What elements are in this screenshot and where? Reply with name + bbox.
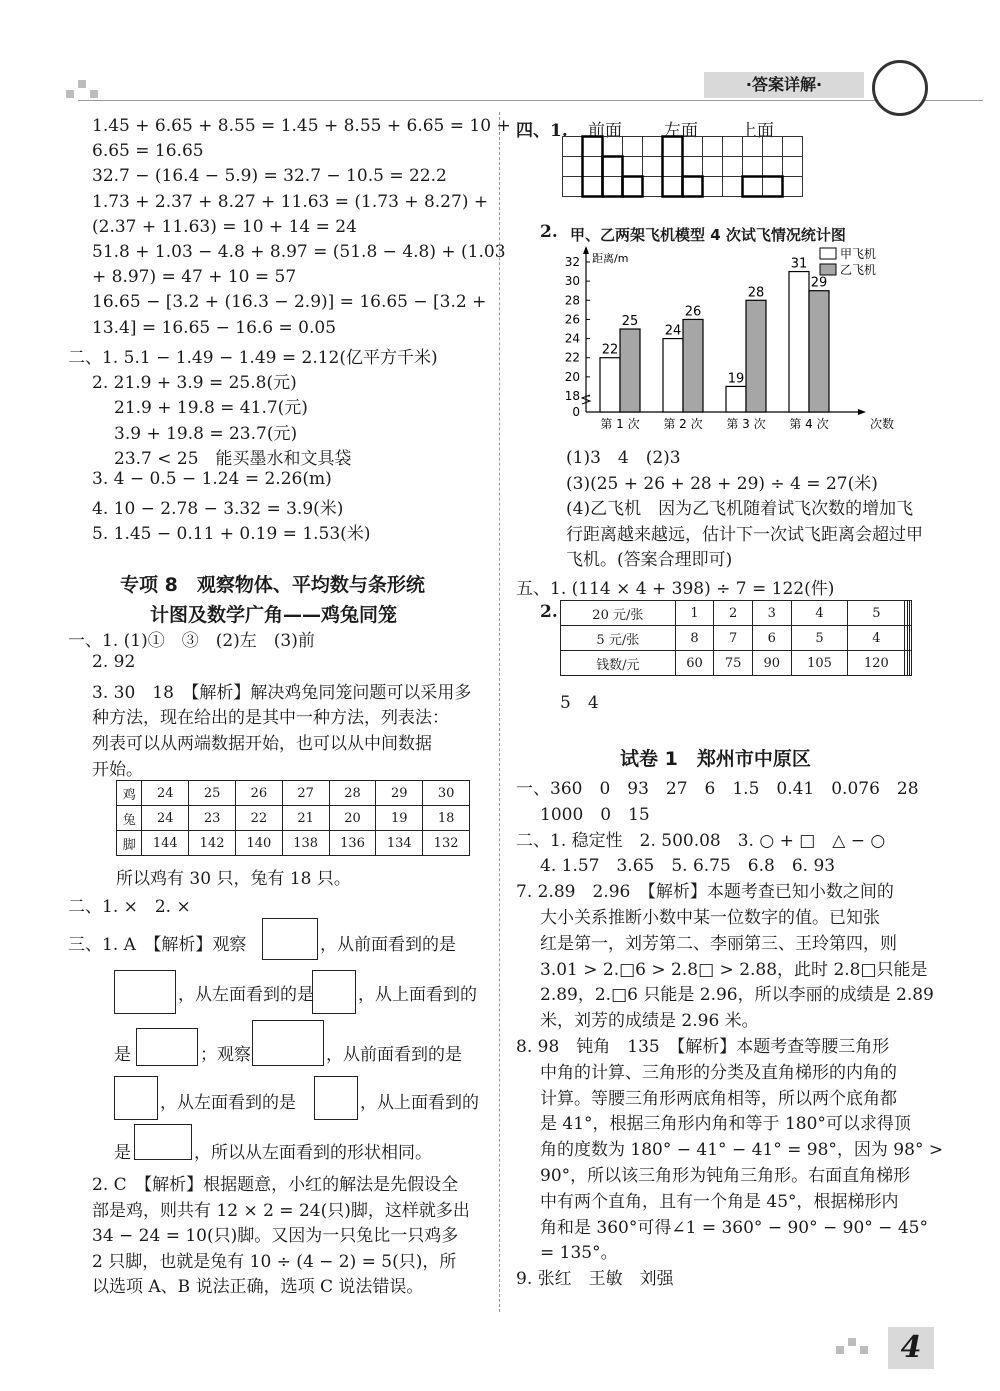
table-cell: 22	[235, 806, 282, 831]
text-line: 1.73 + 2.37 + 8.27 + 11.63 = (1.73 + 8.27) +	[92, 191, 489, 212]
grid-cell	[723, 157, 743, 177]
table-cell: 136	[329, 831, 376, 856]
y-tick-label: 20	[564, 369, 580, 384]
grid-cell	[623, 157, 643, 177]
grid-cell	[603, 137, 623, 157]
bar-value-label: 25	[621, 314, 639, 329]
part5-q1: 五、1. (114 × 4 + 398) ÷ 7 = 122(件)	[516, 579, 835, 599]
grid-cell	[683, 177, 703, 197]
text-line: = 135°。	[540, 1243, 618, 1264]
exam-section-title: 试卷 1 郑州市中原区	[620, 748, 811, 770]
table-cell: 钱数/元	[561, 651, 676, 676]
table-cell: 脚	[117, 831, 142, 856]
header-decoration-square	[66, 90, 74, 98]
table-cell: 140	[235, 831, 282, 856]
section-title-line1: 专项 8 观察物体、平均数与条形统	[120, 574, 425, 596]
legend-swatch	[820, 264, 836, 275]
section-title-line2: 计图及数学广角——鸡兔同笼	[150, 604, 398, 626]
text-line: 3.01 > 2.□6 > 2.8□ > 2.88，此时 2.8□只能是	[540, 959, 928, 980]
table-cell: 138	[282, 831, 329, 856]
table-cell: 105	[791, 651, 848, 676]
table-cell: 5 元/张	[561, 626, 676, 651]
bar-value-label: 31	[790, 256, 808, 272]
views-grid	[562, 136, 802, 202]
table-cell: 24	[142, 806, 189, 831]
text-line: 2. 21.9 + 3.9 = 25.8(元)	[92, 373, 297, 394]
grid-cell	[763, 177, 783, 197]
chart-title: 甲、乙两架飞机模型 4 次试飞情况统计图	[570, 226, 846, 244]
table-row	[117, 831, 470, 856]
bar-yi	[809, 291, 829, 412]
text-line: 一、1. (1)① ③ (2)左 (3)前	[68, 631, 315, 651]
text-line: 1.45 + 6.65 + 8.55 = 1.45 + 8.55 + 6.65 = 10 +	[92, 116, 511, 136]
text-line: 计算。等腰三角形两底角相等，所以两个底角都	[540, 1088, 897, 1109]
footer-decoration-square	[860, 1346, 868, 1354]
table-cell: 1	[675, 601, 714, 626]
table-cell: 2	[714, 601, 753, 626]
text-line: 16.65 − [3.2 + (16.3 − 2.9)] = 16.65 − [3.2 +	[92, 292, 487, 313]
grid-cell	[583, 137, 603, 157]
view-shape	[623, 177, 643, 197]
y-axis-arrow	[583, 246, 589, 254]
view-shape	[683, 177, 703, 197]
y-tick-label: 32	[564, 255, 580, 269]
grid-cell	[703, 137, 723, 157]
table-cell: 75	[714, 651, 753, 676]
table-cell: 鸡	[117, 781, 142, 806]
grid-cell	[563, 157, 583, 177]
x-tick-label: 第 4 次	[789, 417, 829, 431]
grid-cell	[703, 177, 723, 197]
table-cell: 5	[791, 626, 848, 651]
table-row	[561, 651, 912, 676]
table-cell: 142	[189, 831, 236, 856]
text-line: 3. 30 18 【解析】解决鸡兔同笼问题可以采用多	[92, 682, 472, 703]
view-label-left: 左面	[664, 121, 698, 141]
table-cell: 90	[752, 651, 791, 676]
text-line: 角的度数为 180° − 41° − 41° = 98°，因为 98° >	[540, 1140, 944, 1161]
grid-cell	[783, 137, 803, 157]
text-line: 4. 10 − 2.78 − 3.32 = 3.9(米)	[92, 499, 344, 520]
page-number: 4	[888, 1327, 934, 1369]
text-line: 二、1. 5.1 − 1.49 − 1.49 = 2.12(亿平方千米)	[68, 348, 438, 368]
text-line: 3.9 + 19.8 = 23.7(元)	[114, 423, 298, 444]
bar-value-label: 22	[601, 342, 619, 358]
bar-value-label: 29	[810, 275, 828, 291]
part3-top-label: ，从上面看到的	[358, 985, 477, 1005]
bar-jia	[600, 358, 620, 412]
header-decoration-square	[90, 90, 98, 98]
table-cell: 60	[675, 651, 714, 676]
text-line: 二、1. 稳定性 2. 500.08 3. ○ + □ △ − ○	[516, 830, 886, 851]
table-row	[117, 781, 470, 806]
grid-cell	[743, 137, 763, 157]
part4-label: 四、1.	[516, 121, 568, 141]
grid-cell	[623, 177, 643, 197]
legend-swatch	[820, 248, 836, 259]
table-conclusion: 所以鸡有 30 只，兔有 18 只。	[116, 869, 351, 889]
text-line: (4)乙飞机 因为乙飞机随着试飞次数的增加飞	[566, 499, 914, 519]
text-line: 行距离越来越远，估计下一次试飞距离会超过甲	[566, 524, 923, 545]
column-divider	[499, 112, 500, 1312]
text-line: 32.7 − (16.4 − 5.9) = 32.7 − 10.5 = 22.2	[92, 166, 447, 187]
table-cell: 24	[142, 781, 189, 806]
table-cell: 4	[848, 626, 905, 651]
y-tick-label: 24	[564, 331, 580, 346]
table-cell: 26	[235, 781, 282, 806]
table-cell: 134	[376, 831, 423, 856]
view-sketch-front-2	[114, 1076, 158, 1120]
y-axis-label: 距离/m	[592, 252, 629, 265]
text-line: 红是第一，刘芳第二、李丽第三、王玲第四，则	[540, 933, 897, 954]
y-tick-label: 0	[572, 405, 580, 419]
part3-left-label-2: ，从左面看到的是	[160, 1093, 296, 1113]
bar-yi	[746, 300, 766, 412]
ticket-table	[560, 600, 912, 676]
part3-conclusion: ，所以从左面看到的形状相同。	[194, 1143, 432, 1163]
text-line: 23.7 < 25 能买墨水和文具袋	[114, 448, 352, 469]
grid-cell	[703, 157, 723, 177]
part3-left-label: ，从左面看到的是	[178, 985, 314, 1005]
grid-cell	[583, 157, 603, 177]
bar-yi	[620, 329, 640, 412]
y-tick-label: 28	[564, 293, 580, 308]
grid-cell	[763, 157, 783, 177]
x-axis-label: 次数	[870, 417, 895, 431]
x-axis-arrow	[858, 409, 866, 415]
text-line: 中有两个直角，且有一个角是 45°，根据梯形内	[540, 1191, 899, 1212]
table-row	[117, 806, 470, 831]
part3-observe-label: ；观察	[200, 1045, 251, 1065]
text-line: 列表可以从两端数据开始，也可以从中间数据	[92, 734, 432, 755]
grid-cell	[763, 137, 783, 157]
text-line: 是 41°，根据三角形内角和等于 180°可以求得顶	[540, 1114, 911, 1135]
text-line: (1)3 4 (2)3	[566, 448, 681, 468]
table-cell: 132	[423, 831, 470, 856]
text-line: 1000 0 15	[540, 804, 650, 825]
text-line: 部是鸡，则共有 12 × 2 = 24(只)脚，这样就多出	[92, 1200, 470, 1221]
part3-front-label: ，从前面看到的是	[320, 935, 456, 955]
table-cell	[909, 651, 911, 676]
text-line: 开始。	[92, 760, 143, 780]
table-cell: 3	[752, 601, 791, 626]
table-cell	[909, 626, 911, 651]
bar-value-label: 26	[684, 304, 702, 320]
grid-cell	[663, 177, 683, 197]
table-cell: 7	[714, 626, 753, 651]
table-cell: 5	[848, 601, 905, 626]
grid-cell	[643, 177, 663, 197]
text-line: 4. 1.57 3.65 5. 6.75 6.8 6. 93	[540, 856, 836, 877]
part3-q1-text: 三、1. A 【解析】观察	[68, 935, 247, 955]
y-tick-label: 22	[564, 350, 580, 365]
table-cell: 21	[282, 806, 329, 831]
text-line: 51.8 + 1.03 − 4.8 + 8.97 = (51.8 − 4.8) + (1.03	[92, 242, 506, 262]
text-line: 5. 1.45 − 0.11 + 0.19 = 1.53(米)	[92, 524, 371, 545]
grid-cell	[743, 157, 763, 177]
text-line: 3. 4 − 0.5 − 1.24 = 2.26(m)	[92, 469, 332, 489]
table-cell: 4	[791, 601, 848, 626]
ticket-answer: 5 4	[560, 693, 599, 713]
table-cell: 8	[675, 626, 714, 651]
view-sketch-top-2	[134, 1124, 192, 1160]
chicken-rabbit-table	[116, 780, 470, 856]
header-rule	[78, 100, 983, 101]
table-cell: 19	[376, 806, 423, 831]
text-line: 8. 98 钝角 135 【解析】本题考查等腰三角形	[516, 1037, 890, 1057]
table-cell: 27	[282, 781, 329, 806]
legend-label: 甲飞机	[840, 247, 877, 261]
bar-jia	[789, 272, 809, 412]
view-sketch-left-1	[312, 970, 356, 1014]
grid-cell	[623, 137, 643, 157]
legend-label: 乙飞机	[840, 263, 877, 277]
table-cell: 25	[189, 781, 236, 806]
text-line: (2.37 + 11.63) = 10 + 14 = 24	[92, 216, 357, 237]
bar-value-label: 24	[664, 323, 682, 339]
part3-is-label: 是	[114, 1045, 131, 1065]
table-cell	[909, 601, 911, 626]
x-tick-label: 第 1 次	[600, 417, 640, 431]
text-line: 中角的计算、三角形的分类及直角梯形的内角的	[540, 1062, 897, 1083]
text-line: (3)(25 + 26 + 28 + 29) ÷ 4 = 27(米)	[566, 473, 878, 494]
table-row	[561, 626, 912, 651]
bar-jia	[726, 386, 746, 412]
text-line: 13.4] = 16.65 − 16.6 = 0.05	[92, 317, 337, 338]
grid-cell	[683, 157, 703, 177]
text-line: + 8.97) = 47 + 10 = 57	[92, 267, 297, 288]
text-line: 米，刘芳的成绩是 2.96 米。	[540, 1011, 759, 1032]
view-label-top: 上面	[740, 121, 774, 141]
text-line: 34 − 24 = 10(只)脚。又因为一只兔比一只鸡多	[92, 1226, 459, 1246]
grid-cell	[743, 177, 763, 197]
part2-judgement: 二、1. × 2. ×	[68, 897, 191, 917]
flight-bar-chart	[548, 240, 895, 440]
grid-cell	[783, 157, 803, 177]
view-shape	[663, 137, 683, 197]
text-line: 2. C 【解析】根据题意，小红的解法是先假设全	[92, 1175, 459, 1195]
grid-cell	[583, 177, 603, 197]
x-tick-label: 第 2 次	[663, 417, 703, 431]
text-line: 7. 2.89 2.96 【解析】本题考查已知小数之间的	[516, 882, 894, 903]
view-sketch-top-1	[136, 1028, 198, 1066]
bar-value-label: 28	[747, 285, 765, 301]
footer-decoration-square	[836, 1346, 844, 1354]
table-cell: 兔	[117, 806, 142, 831]
table-cell: 30	[423, 781, 470, 806]
table-row	[561, 601, 912, 626]
view-sketch-front-1	[114, 970, 176, 1014]
bar-yi	[683, 319, 703, 412]
text-line: 6.65 = 16.65	[92, 141, 204, 162]
text-line: 种方法，现在给出的是其中一种方法，列表法：	[92, 708, 449, 729]
part4-q2-label: 2.	[540, 222, 558, 242]
grid-cell	[723, 177, 743, 197]
table-cell: 18	[423, 806, 470, 831]
grid-cell	[603, 157, 623, 177]
y-tick-label: 18	[564, 389, 580, 403]
table-cell: 29	[376, 781, 423, 806]
text-line: 以选项 A、B 说法正确，选项 C 说法错误。	[92, 1277, 424, 1297]
view-label-front: 前面	[588, 121, 622, 141]
part5-q2-label: 2.	[540, 602, 558, 622]
y-tick-label: 26	[564, 312, 580, 327]
text-line: 21.9 + 19.8 = 41.7(元)	[114, 398, 308, 419]
grid-cell	[563, 137, 583, 157]
grid-cell	[663, 157, 683, 177]
header-decoration-square	[78, 80, 86, 88]
grid-cell	[603, 177, 623, 197]
part3-top-label-2: ，从上面看到的	[360, 1093, 479, 1113]
cube-stack-sketch-1	[262, 918, 318, 960]
table-cell: 120	[848, 651, 905, 676]
part3-is-label-2: 是	[114, 1143, 131, 1163]
table-cell: 23	[189, 806, 236, 831]
bar-jia	[663, 339, 683, 412]
text-line: 9. 张红 王敏 刘强	[516, 1269, 674, 1290]
grid-cell	[563, 177, 583, 197]
table-cell: 28	[329, 781, 376, 806]
text-line: 飞机。(答案合理即可)	[566, 550, 733, 570]
text-line: 角和是 360°可得∠1 = 360° − 90° − 90° − 45°	[540, 1217, 928, 1238]
bar-value-label: 19	[727, 371, 745, 387]
grid-cell	[683, 137, 703, 157]
grid-cell	[643, 137, 663, 157]
grid-cell	[783, 177, 803, 197]
table-cell: 144	[142, 831, 189, 856]
y-tick-label: 30	[564, 274, 580, 289]
grid-cell	[663, 137, 683, 157]
grid-cell	[723, 137, 743, 157]
text-line: 2.89，2.□6 只能是 2.96，所以李丽的成绩是 2.89	[540, 985, 934, 1006]
part3-front-label-2: ，从前面看到的是	[326, 1045, 462, 1065]
grid-cell	[643, 157, 663, 177]
text-line: 90°，所以该三角形为钝角三角形。右面直角梯形	[540, 1166, 911, 1186]
x-tick-label: 第 3 次	[726, 417, 766, 431]
text-line: 大小关系推断小数中某一位数字的值。已知张	[540, 908, 880, 928]
text-line: 一、360 0 93 27 6 1.5 0.41 0.076 28	[516, 779, 919, 799]
cube-stack-sketch-2	[252, 1020, 324, 1066]
table-cell: 6	[752, 626, 791, 651]
view-shape	[583, 137, 603, 197]
table-cell: 20 元/张	[561, 601, 676, 626]
publisher-logo-icon	[872, 60, 928, 116]
header-title: ·答案详解·	[704, 72, 864, 98]
text-line: 2. 92	[92, 651, 136, 672]
view-sketch-left-2	[314, 1076, 358, 1120]
footer-decoration-square	[848, 1338, 856, 1346]
table-cell: 20	[329, 806, 376, 831]
text-line: 2 只脚，也就是兔有 10 ÷ (4 − 2) = 5(只)，所	[92, 1251, 457, 1272]
